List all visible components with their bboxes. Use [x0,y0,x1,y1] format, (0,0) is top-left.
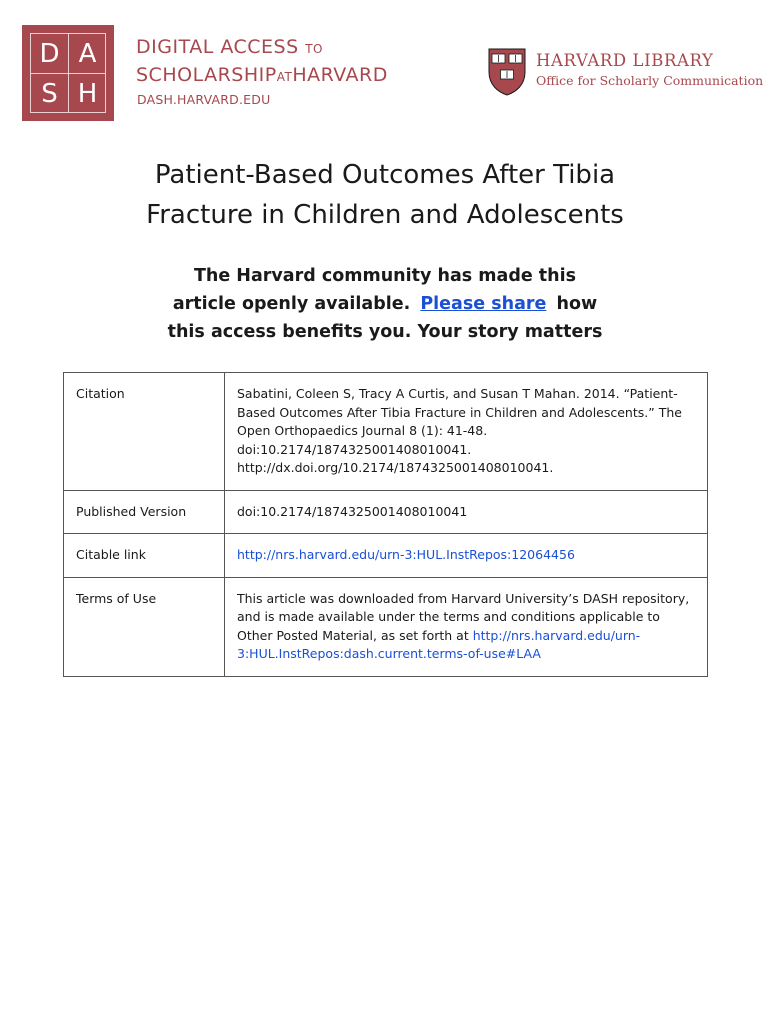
citation-label: Citation [64,373,225,491]
published-version-value: doi:10.2174/1874325001408010041 [225,490,708,534]
document-title [60,155,710,235]
notice-line1: The Harvard community has made this [193,266,577,286]
citable-link-cell [225,534,708,578]
please-share-link[interactable]: Please share [420,294,547,314]
table-row-citable-link [64,534,708,578]
dash-wordmark-to: TO [305,42,323,56]
dash-wordmark-at: AT [276,70,293,84]
notice-line3: this access benefits you. Your story matters [167,322,603,342]
dash-logo-grid [30,33,106,113]
article-info-table [63,372,708,677]
harvard-library-title: HARVARD LIBRARY [536,51,714,70]
veritas-shield-icon [488,48,526,96]
dash-letter-d: D [39,38,60,69]
notice-line2-post: how [556,294,598,314]
citable-link[interactable]: http://nrs.harvard.edu/urn-3:HUL.InstRepos:12064456 [237,547,575,562]
dash-wordmark-scholarship: SCHOLARSHIP [136,64,277,86]
harvard-library-subtitle: Office for Scholarly Communication [536,73,764,88]
citation-value: Sabatini, Coleen S, Tracy A Curtis, and Susan T Mahan. 2014. “Patient-Based Outcomes After Tibia Fracture in Children and Adolescents.” The Open Orthopaedics Journal 8 (1): 41-48. doi:10.2174/1874325001408010041. http://dx.doi.org/10.2174/1874325001408010041. [225,373,708,491]
terms-of-use-text: This article was downloaded from Harvard University’s DASH repository, and is made available under the terms and conditions applicable to Other Posted Material, as set forth at [237,590,690,643]
open-access-notice [120,262,650,346]
dash-letter-h: H [77,78,98,109]
citable-link-label: Citable link [64,534,225,578]
terms-of-use-cell [225,577,708,676]
dash-wordmark [136,34,388,90]
dash-wordmark-line2 [136,62,388,90]
dash-url[interactable]: DASH.HARVARD.EDU [137,92,271,107]
dash-wordmark-harvard: HARVARD [292,64,388,86]
dash-wordmark-line1 [136,34,388,62]
table-row-citation [64,373,708,491]
terms-of-use-label: Terms of Use [64,577,225,676]
document-title-line2: Fracture in Children and Adolescents [146,200,624,230]
published-version-label: Published Version [64,490,225,534]
document-title-line1: Patient-Based Outcomes After Tibia [154,160,616,190]
notice-line2-pre: article openly available. [172,294,411,314]
dash-letter-s: S [41,78,58,109]
dash-logo [22,25,114,121]
terms-of-use-link[interactable]: http://nrs.harvard.edu/urn-3:HUL.InstRepos:dash.current.terms-of-use#LAA [237,627,641,661]
notice-line2 [120,290,650,318]
table-row-published-version [64,490,708,534]
table-row-terms-of-use [64,577,708,676]
dash-wordmark-digital-access: DIGITAL ACCESS [136,36,299,58]
dash-letter-a: A [78,38,97,69]
